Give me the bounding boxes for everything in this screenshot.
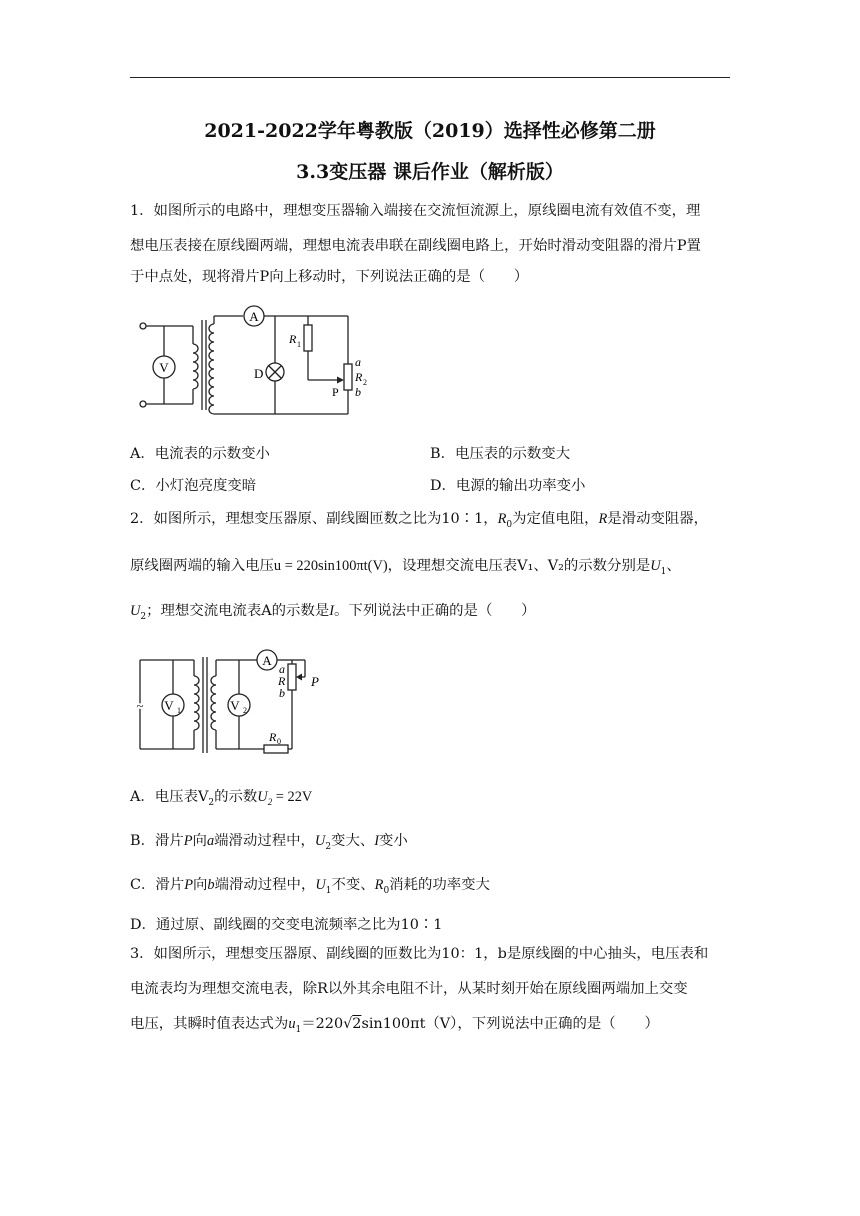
q1-r2-label: R: [355, 370, 363, 384]
q2-text-line-2: 原线圈两端的输入电压u = 220sin100πt(V)，设理想交流电压表V₁、V₂的示数分别是$U_1$、: [130, 558, 681, 577]
q2-slider-label: P: [311, 674, 319, 689]
q2-option-d: D．通过原、副线圈的交变电流频率之比为10∶1: [130, 917, 443, 933]
q2-v1-label: V: [164, 698, 174, 713]
header-rule: [130, 77, 730, 78]
q1-r1-subscript: 1: [297, 340, 301, 349]
q2-ac-source-symbol: ~: [136, 698, 144, 713]
q1-slider-label: P: [332, 385, 339, 399]
q1-r2-subscript: 2: [363, 378, 367, 387]
q1-terminal-a: a: [355, 355, 361, 369]
q2-option-c: C．滑片P向b端滑动过程中，$U_1$不变、$R_0$消耗的功率变大: [130, 877, 490, 896]
q1-option-d: D．电源的输出功率变小: [430, 478, 586, 494]
q1-option-b: B．电压表的示数变大: [430, 446, 571, 462]
q2-terminal-b: b: [279, 686, 285, 700]
q1-circuit-diagram: [130, 300, 390, 420]
q2-v1-subscript: 1: [177, 706, 181, 715]
q2-r0-label: R: [269, 730, 277, 744]
q2-option-a: A．电压表$V_2$的示数$U_2 = 22V$: [130, 789, 313, 808]
q1-option-c: C．小灯泡亮度变暗: [130, 478, 257, 494]
sqrt-symbol: √: [343, 1016, 353, 1032]
document-title: 2021-2022学年粤教版（2019）选择性必修第二册: [204, 120, 656, 142]
q1-text-line-1: 1．如图所示的电路中，理想变压器输入端接在交流恒流源上，原线圈电流有效值不变，理: [130, 203, 701, 219]
q1-lamp-label: D: [254, 366, 264, 381]
q2-rheostat-label: R: [278, 674, 286, 688]
q2-text-line-1: 2．如图所示，理想变压器原、副线圈匝数之比为10∶1，$R_0$为定值电阻，R是滑动变阻器，: [130, 511, 709, 530]
q2-circuit-diagram: [130, 645, 340, 760]
q2-option-b: B．滑片P向a端滑动过程中，$U_2$变大、I变小: [130, 833, 408, 852]
q2-ammeter-label: A: [262, 653, 272, 668]
q2-r0-subscript: 0: [277, 737, 281, 746]
q1-terminal-b: b: [355, 385, 361, 399]
q2-v2-label: V: [230, 698, 240, 713]
q3-text-line-1: 3．如图所示，理想变压器原、副线圈的匝数比为10：1，b是原线圈的中心抽头，电压表和: [130, 946, 709, 962]
q1-text-line-3: 于中点处，现将滑片P向上移动时，下列说法正确的是（ ）: [130, 269, 529, 285]
q1-r1-label: R: [289, 332, 297, 346]
q3-text-line-3: 电压，其瞬时值表达式为$u_1=220√2\sin 100\pi t(V)$，下列说法中正确的是（ ）: [130, 1016, 659, 1035]
document-subtitle: 3.3变压器 课后作业（解析版）: [296, 161, 564, 183]
q1-ammeter-label: A: [249, 309, 259, 324]
q3-text-line-2: 电流表均为理想交流电表，除R以外其余电阻不计，从某时刻开始在原线圈两端加上交变: [130, 981, 688, 997]
q2-voltage-formula: u = 220sin100πt: [273, 558, 368, 574]
q2-v2-subscript: 2: [243, 706, 247, 715]
q2-terminal-a: a: [279, 662, 285, 676]
q1-option-a: A．电流表的示数变小: [130, 446, 270, 462]
q2-text-line-3: $U_2$；理想交流电流表A的示数是I。下列说法中正确的是（ ）: [130, 603, 536, 622]
q1-text-line-2: 想电压表接在原线圈两端，理想电流表串联在副线圈电路上，开始时滑动变阻器的滑片P置: [130, 238, 701, 254]
q1-voltmeter-label: V: [159, 360, 169, 375]
